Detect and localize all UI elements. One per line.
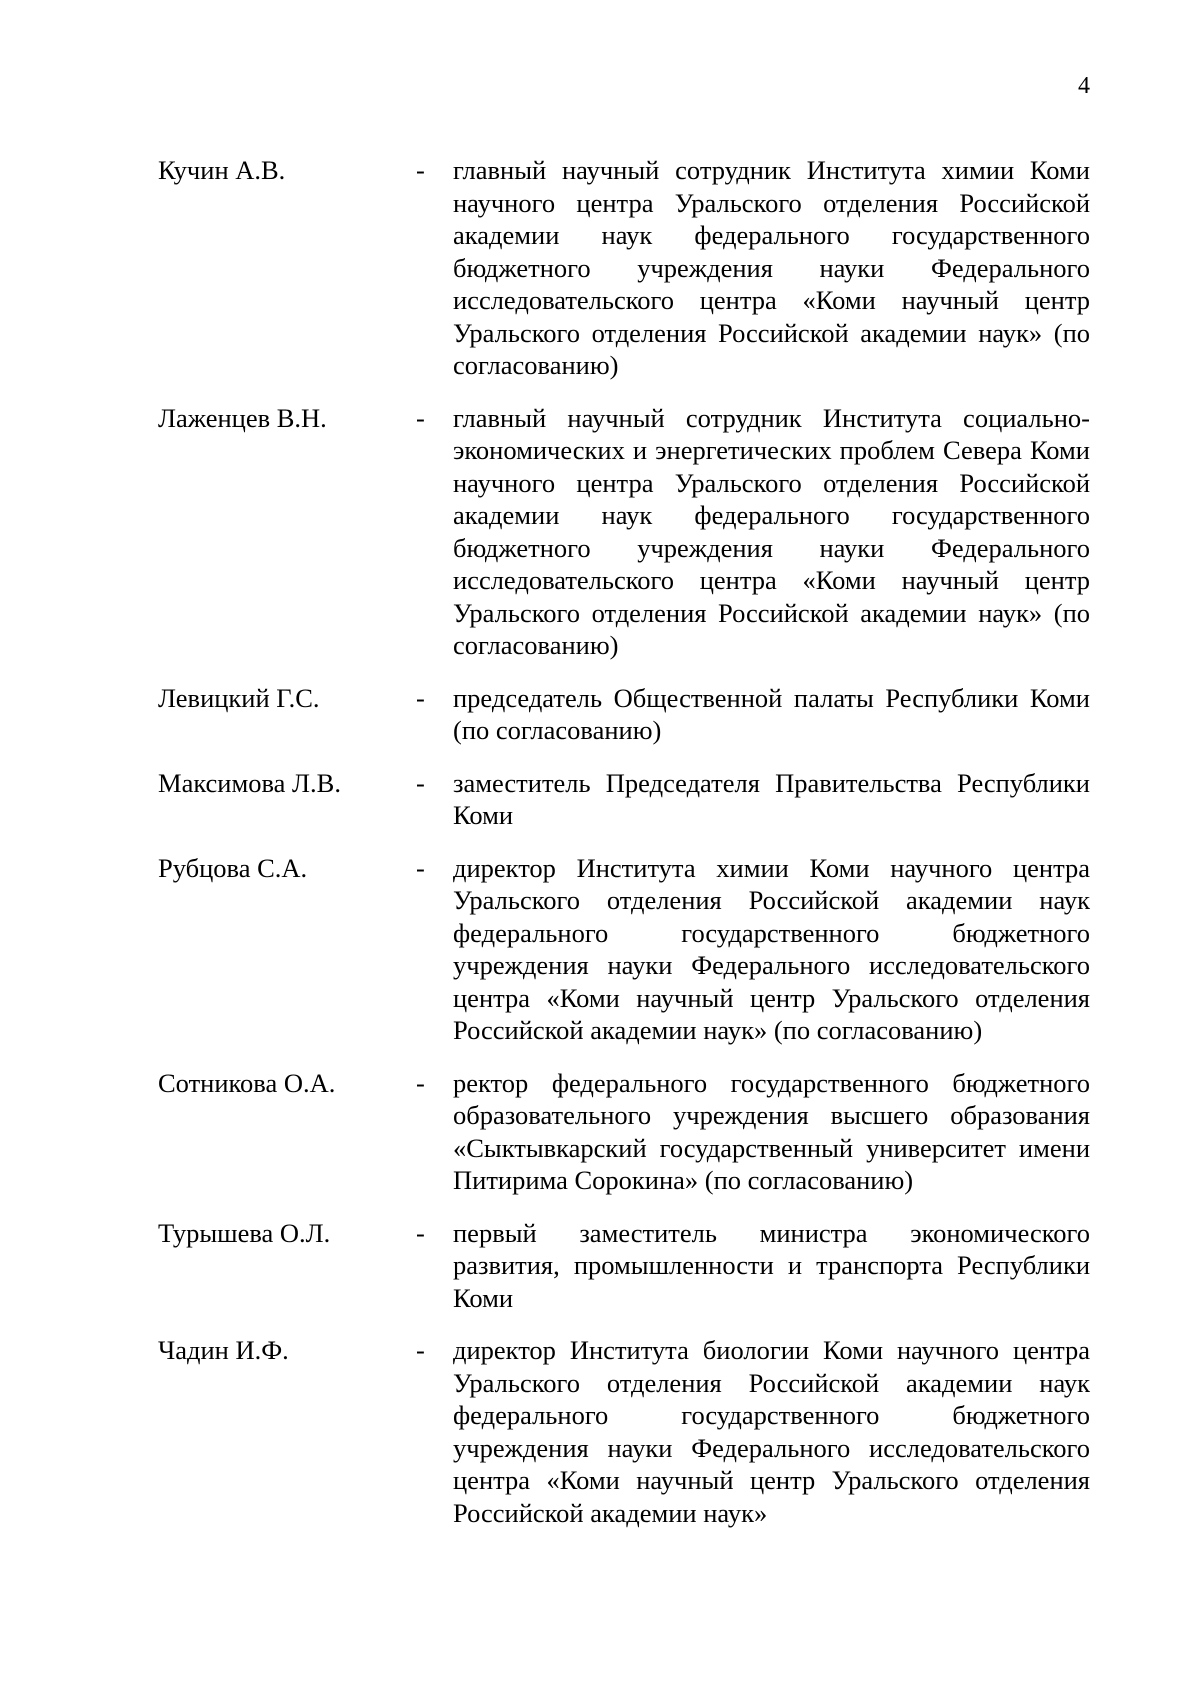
member-row [158, 1334, 1090, 1529]
member-dash: - [416, 682, 425, 713]
member-role: ректор федерального государственного бюджетного образовательного учреждения высшего образования «Сыктывкарский государственный университет имени Питирима Сорокина» (по согласованию) [453, 1067, 1090, 1195]
member-name: Кучин А.В. [158, 155, 286, 185]
member-row [158, 852, 1090, 1047]
member-dash: - [416, 1335, 425, 1365]
member-name: Лаженцев В.Н. [158, 402, 327, 433]
member-dash: - [416, 155, 425, 185]
member-role: заместитель Председателя Правительства Республики Коми [453, 767, 1090, 830]
member-name: Сотникова О.А. [158, 1067, 336, 1098]
member-name: Рубцова С.А. [158, 852, 308, 883]
member-role: директор Института биологии Коми научного центра Уральского отделения Российской академии наук федерального государственного бюджетного учреждения науки Федерального исследовательского центра «Коми научный центр Уральского отделения Российской академии наук» [453, 1335, 1090, 1528]
member-row [158, 767, 1090, 832]
member-name: Чадин И.Ф. [158, 1335, 289, 1365]
member-role: директор Института химии Коми научного центра Уральского отделения Российской академии наук федерального государственного бюджетного учреждения науки Федерального исследовательского центра «Коми научный центр Уральского отделения Российской академии наук» (по согласованию) [453, 852, 1090, 1045]
member-row [158, 682, 1090, 747]
member-dash: - [416, 1067, 425, 1098]
member-dash: - [416, 767, 425, 798]
member-dash: - [416, 1217, 425, 1248]
member-row [158, 1067, 1090, 1197]
member-row [158, 154, 1090, 382]
member-role: первый заместитель министра экономического развития, промышленности и транспорта Республики Коми [453, 1217, 1090, 1313]
member-dash: - [416, 852, 425, 883]
member-row [158, 402, 1090, 662]
member-name: Левицкий Г.С. [158, 682, 320, 713]
member-name: Турышева О.Л. [158, 1217, 331, 1248]
member-role: председатель Общественной палаты Республики Коми (по согласованию) [453, 682, 1090, 745]
member-list [158, 154, 1090, 1549]
member-role: главный научный сотрудник Института химии Коми научного центра Уральского отделения Российской академии наук федерального государственного бюджетного учреждения науки Федерального исследовательского центра «Коми научный центр Уральского отделения Российской академии наук» (по согласованию) [453, 155, 1090, 380]
page-number: 4 [1078, 73, 1090, 99]
member-name: Максимова Л.В. [158, 767, 341, 798]
member-dash: - [416, 402, 425, 433]
member-row [158, 1217, 1090, 1315]
member-role: главный научный сотрудник Института социально-экономических и энергетических проблем Севера Коми научного центра Уральского отделения Российской академии наук федерального государственного бюджетного учреждения науки Федерального исследовательского центра «Коми научный центр Уральского отделения Российской академии наук» (по согласованию) [453, 402, 1090, 660]
